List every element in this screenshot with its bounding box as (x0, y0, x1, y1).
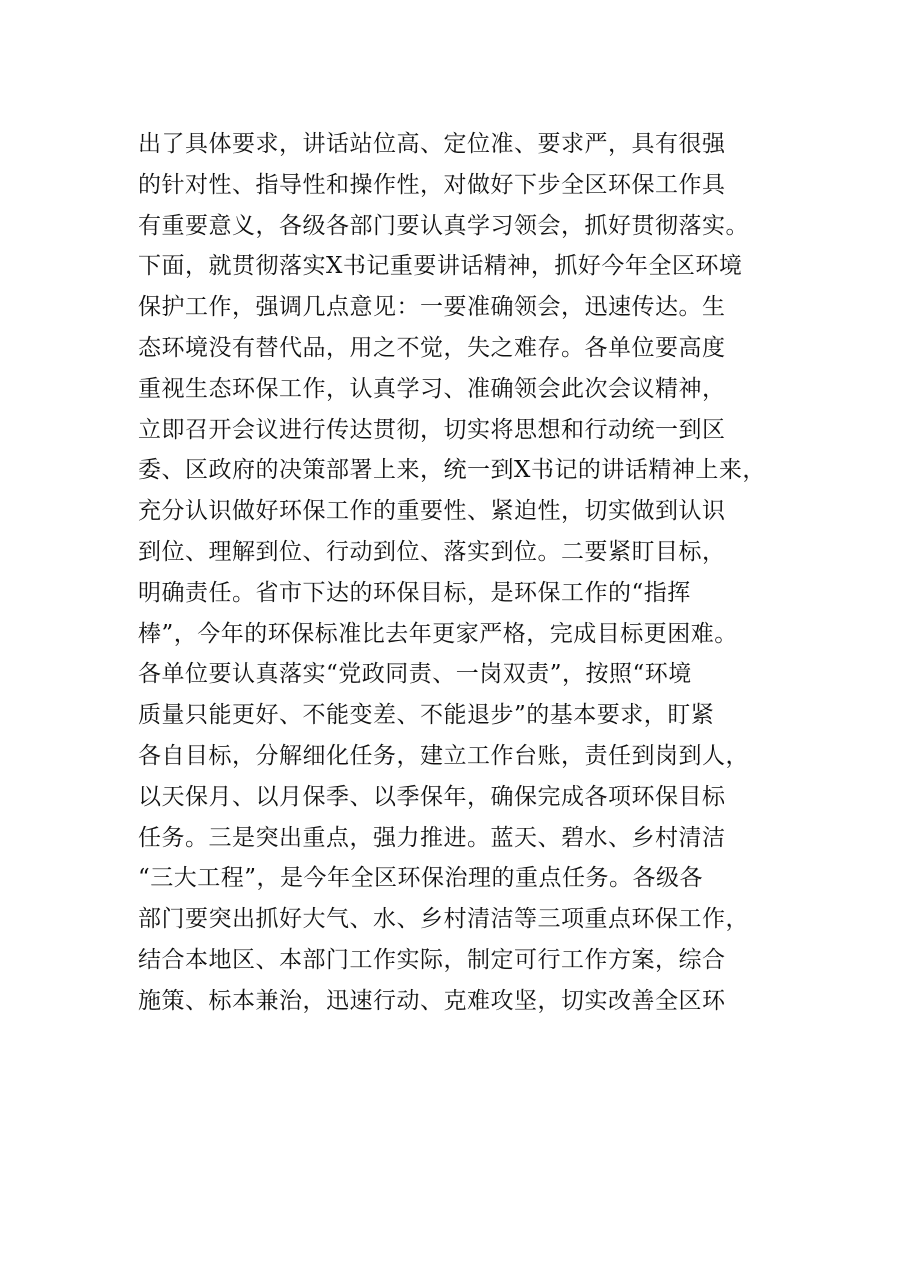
text-line: 部门要突出抓好大气、水、乡村清洁等三项重点环保工作， (138, 906, 749, 933)
text-line: 态环境没有替代品，用之不觉，失之难存。各单位要高度 (138, 334, 726, 361)
text-line: 施策、标本兼治，迅速行动、克难攻坚，切实改善全区环 (138, 987, 726, 1014)
text-line: 重视生态环保工作，认真学习、准确领会此次会议精神， (138, 375, 726, 402)
text-line: 立即召开会议进行传达贯彻，切实将思想和行动统一到区 (138, 416, 726, 443)
text-line: 以天保月、以月保季、以季保年，确保完成各项环保目标 (138, 783, 726, 810)
text-line: 充分认识做好环保工作的重要性、紧迫性，切实做到认识 (138, 498, 726, 525)
text-line: 结合本地区、本部门工作实际，制定可行工作方案，综合 (138, 946, 726, 973)
text-line: “三大工程”，是今年全区环保治理的重点任务。各级各 (138, 865, 704, 892)
text-line: 任务。三是突出重点，强力推进。蓝天、碧水、乡村清洁 (138, 824, 726, 851)
text-line: 下面，就贯彻落实X书记重要讲话精神，抓好今年全区环境 (138, 253, 743, 280)
text-line: 委、区政府的决策部署上来，统一到X书记的讲话精神上来， (138, 457, 766, 484)
text-line: 出了具体要求，讲话站位高、定位准、要求严，具有很强 (138, 131, 726, 157)
text-line: 有重要意义，各级各部门要认真学习领会，抓好贯彻落实。 (138, 212, 749, 239)
body-text (138, 124, 838, 1022)
text-line: 棒”，今年的环保标准比去年更家严格，完成目标更困难。 (138, 620, 738, 647)
text-line: 明确责任。省市下达的环保目标，是环保工作的“指挥 (138, 579, 691, 606)
text-line: 到位、理解到位、行动到位、落实到位。二要紧盯目标， (138, 538, 726, 565)
text-line: 各自目标，分解细化任务，建立工作台账，责任到岗到人， (138, 742, 749, 769)
text-line: 各单位要认真落实“党政同责、一岗双责”，按照“环境 (138, 661, 692, 688)
text-line: 保护工作，强调几点意见：一要准确领会，迅速传达。生 (138, 294, 726, 321)
text-line: 质量只能更好、不能变差、不能退步”的基本要求，盯紧 (138, 702, 715, 729)
text-line: 的针对性、指导性和操作性，对做好下步全区环保工作具 (138, 171, 726, 198)
